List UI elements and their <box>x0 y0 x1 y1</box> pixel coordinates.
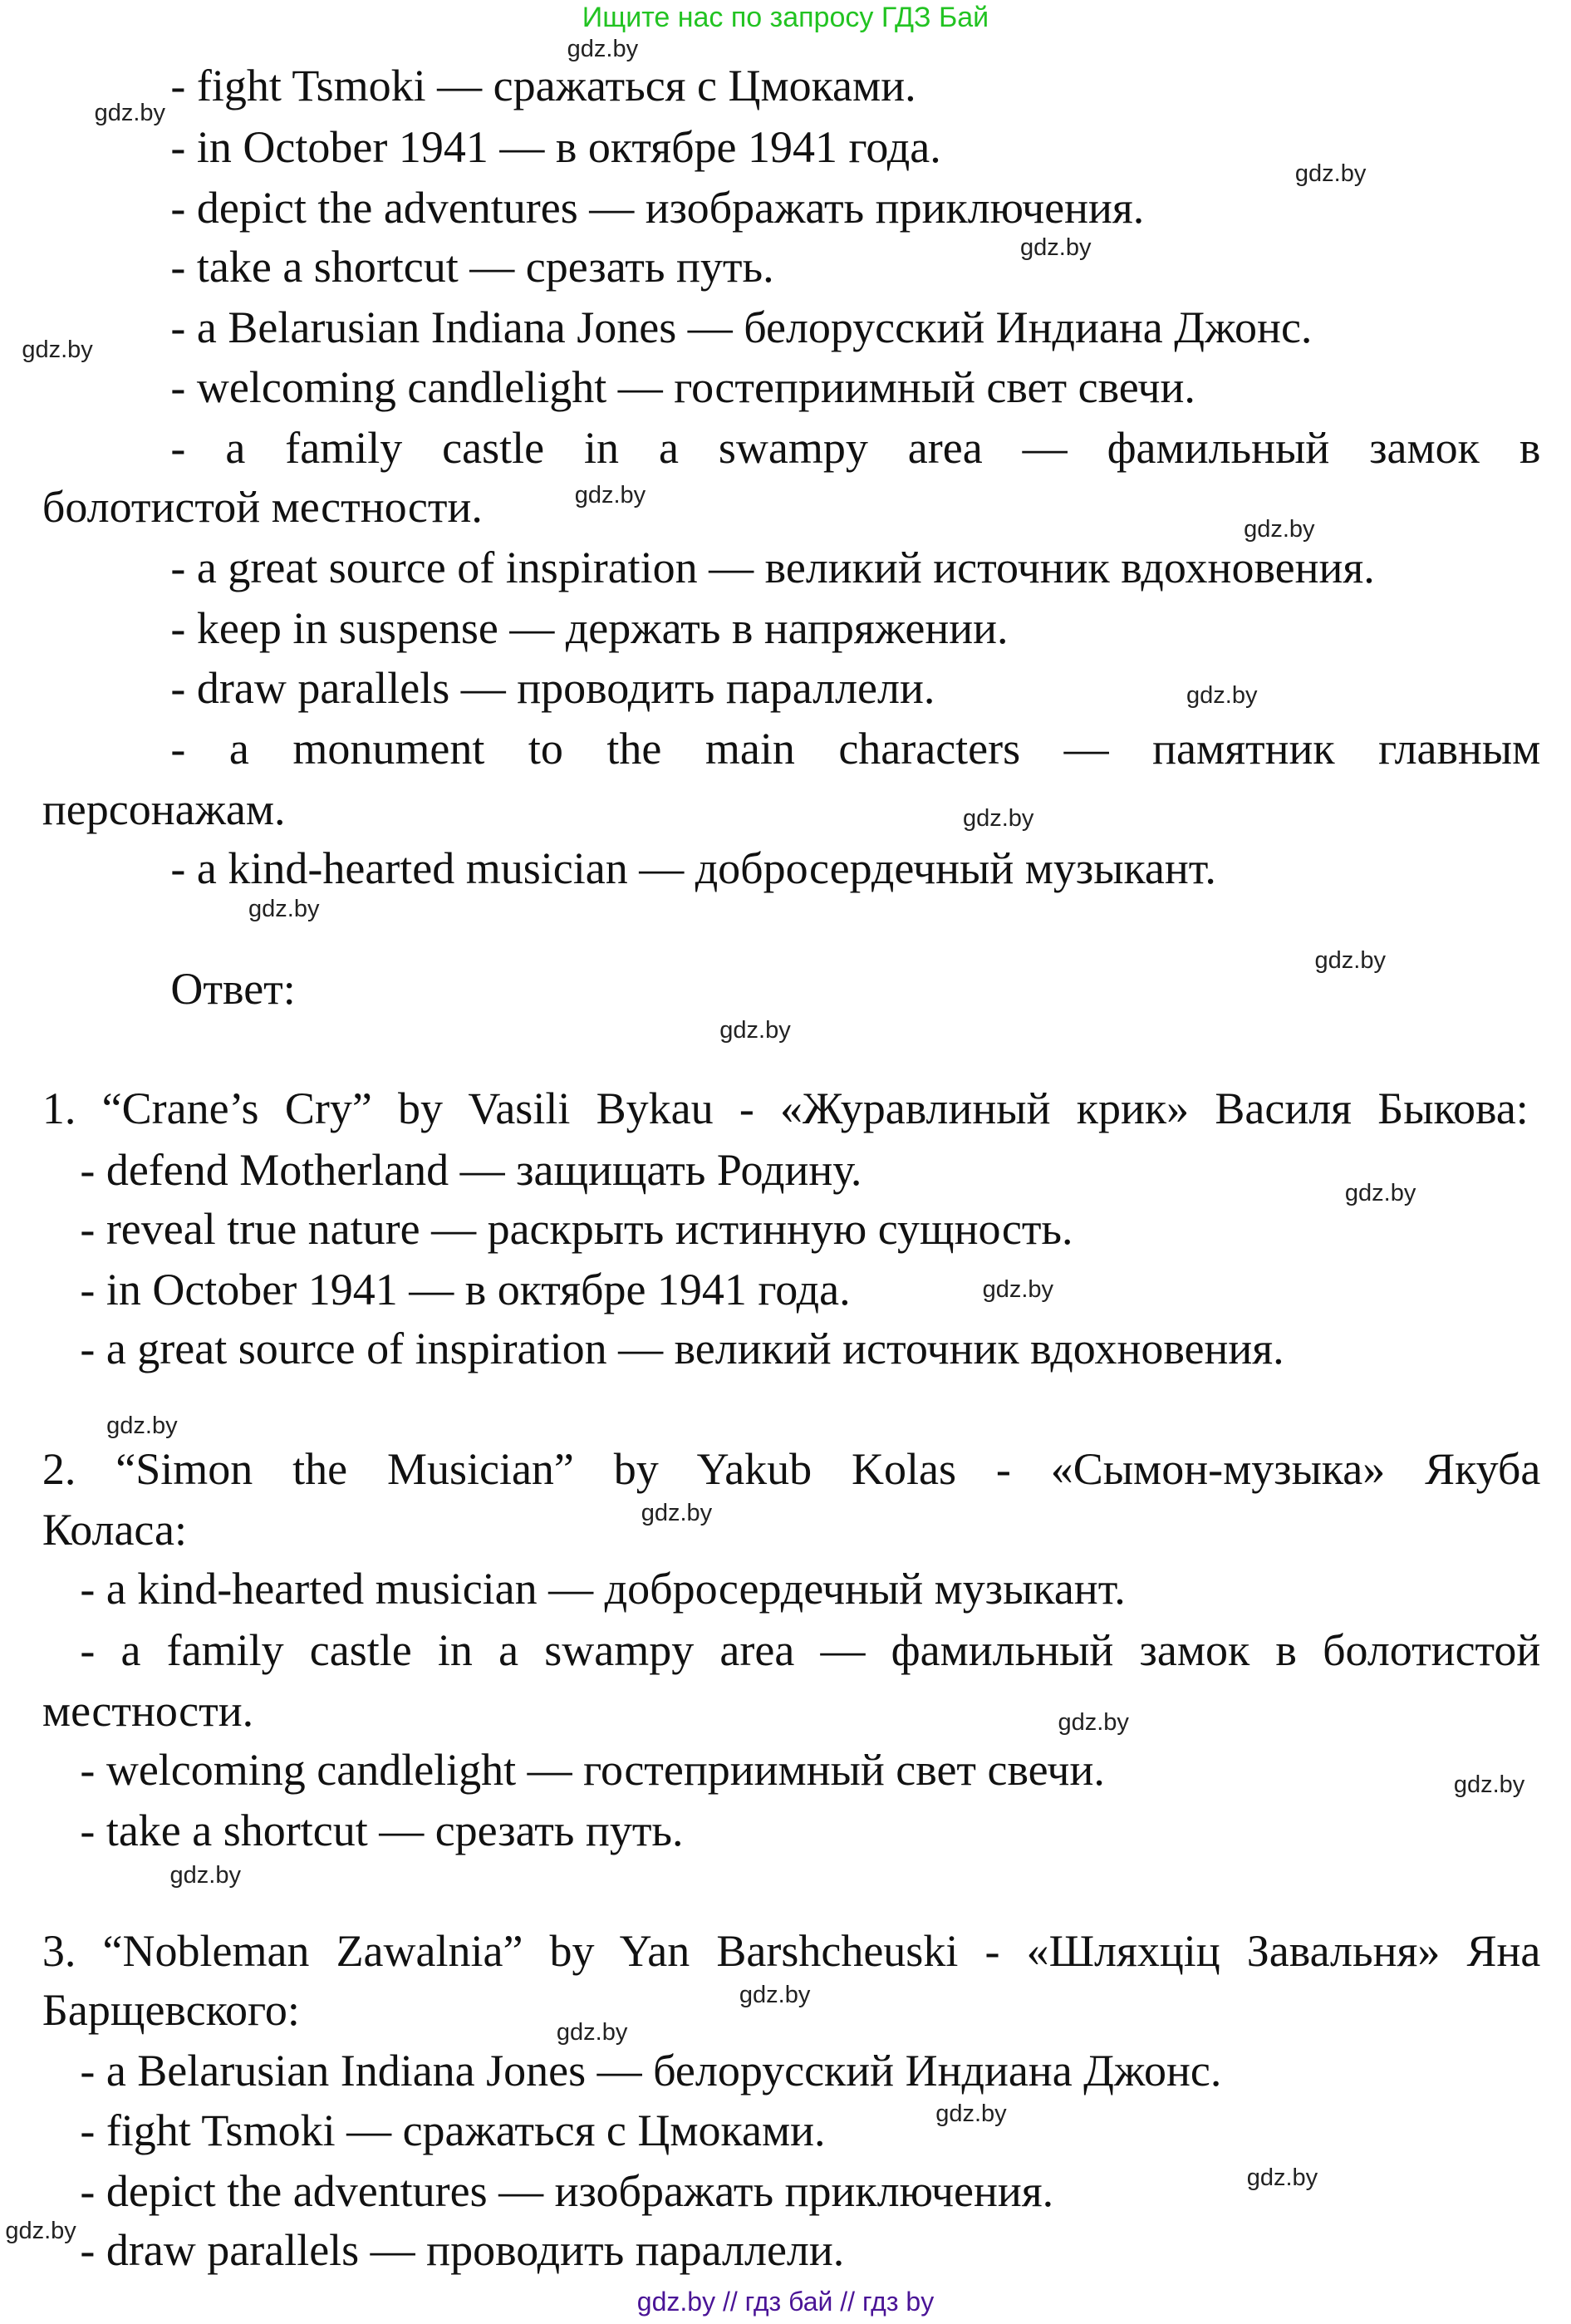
text-line: - reveal true nature — раскрыть истинную сущность. <box>80 1203 1073 1254</box>
text-line: - take a shortcut — срезать путь. <box>170 242 774 292</box>
text-line: - a monument to the main characters — памятник главным <box>170 723 1541 774</box>
text-line: Коласа: <box>42 1505 188 1555</box>
watermark: gdz.by <box>1314 947 1387 975</box>
watermark: gdz.by <box>1246 2164 1318 2191</box>
text-line: местности. <box>42 1685 254 1736</box>
watermark: gdz.by <box>1294 160 1367 187</box>
watermark: gdz.by <box>1058 1709 1129 1736</box>
watermark: gdz.by <box>22 337 93 364</box>
text-line: - a great source of inspiration — великий источник вдохновения. <box>170 543 1375 593</box>
text-line: - fight Tsmoki — сражаться с Цмоками. <box>80 2105 826 2155</box>
text-line: - a kind-hearted musician — добросердечный музыкант. <box>170 843 1216 894</box>
text-line: - welcoming candlelight — гостеприимный свет свечи. <box>80 1745 1105 1796</box>
watermark: gdz.by <box>106 1413 178 1440</box>
watermark: gdz.by <box>556 2018 628 2046</box>
text-line: 3. “Nobleman Zawalnia” by Yan Barshcheuski - «Шляхціц Завальня» Яна <box>42 1925 1541 1976</box>
text-line: 2. “Simon the Musician” by Yakub Kolas - «Сымон-музыка» Якуба <box>42 1443 1541 1494</box>
watermark: gdz.by <box>5 2217 76 2244</box>
watermark: gdz.by <box>94 99 166 126</box>
text-line: - a family castle in a swampy area — фамильный замок в болотистой <box>80 1624 1541 1675</box>
watermark: gdz.by <box>1244 515 1315 543</box>
text-line: - a great source of inspiration — великий источник вдохновения. <box>80 1324 1284 1374</box>
answer-heading: Ответ: <box>170 963 296 1014</box>
watermark: gdz.by <box>169 1861 241 1889</box>
text-line: - a kind-hearted musician — добросердечный музыкант. <box>80 1564 1126 1614</box>
watermark: gdz.by <box>739 1982 811 2009</box>
text-line: персонажам. <box>42 784 286 835</box>
text-line: - depict the adventures — изображать приключения. <box>80 2165 1054 2216</box>
text-line: - a family castle in a swampy area — фамильный замок в <box>170 422 1541 473</box>
text-line: - a Belarusian Indiana Jones — белорусский Индиана Джонс. <box>170 302 1313 353</box>
text-line: - take a shortcut — срезать путь. <box>80 1806 684 1856</box>
watermark: gdz.by <box>567 35 639 62</box>
text-line: - keep in suspense — держать в напряжении. <box>170 603 1009 654</box>
watermark: gdz.by <box>962 804 1034 832</box>
text-line: - draw parallels — проводить параллели. <box>170 662 935 713</box>
watermark: gdz.by <box>574 481 646 509</box>
text-line: болотистой местности. <box>42 482 483 533</box>
footer-watermark: gdz.by // гдз бай // гдз by <box>636 2287 935 2317</box>
watermark: gdz.by <box>1453 1771 1525 1798</box>
watermark: gdz.by <box>935 2100 1007 2127</box>
text-line: - in October 1941 — в октябре 1941 года. <box>80 1265 851 1315</box>
text-line: - a Belarusian Indiana Jones — белорусский Индиана Джонс. <box>80 2046 1222 2096</box>
watermark: gdz.by <box>1020 233 1092 261</box>
watermark: gdz.by <box>982 1276 1054 1304</box>
text-line: - defend Motherland — защищать Родину. <box>80 1144 862 1195</box>
watermark: gdz.by <box>248 895 320 922</box>
text-line: - depict the adventures — изображать приключения. <box>170 182 1145 233</box>
text-line: - welcoming candlelight — гостеприимный свет свечи. <box>170 361 1195 412</box>
watermark: gdz.by <box>1186 681 1258 709</box>
text-line: - draw parallels — проводить параллели. <box>80 2225 845 2276</box>
text-line: Барщевского: <box>42 1985 300 2036</box>
text-line: - in October 1941 — в октябре 1941 года. <box>170 121 941 172</box>
watermark: gdz.by <box>1344 1180 1416 1207</box>
text-line: - fight Tsmoki — сражаться с Цмоками. <box>170 61 916 111</box>
text-line: 1. “Crane’s Cry” by Vasili Bykau - «Журавлиный крик» Василя Быкова: <box>42 1083 1529 1134</box>
search-banner: Ищите нас по запросу ГДЗ Бай <box>582 2 989 33</box>
watermark: gdz.by <box>719 1016 791 1044</box>
watermark: gdz.by <box>641 1500 713 1527</box>
